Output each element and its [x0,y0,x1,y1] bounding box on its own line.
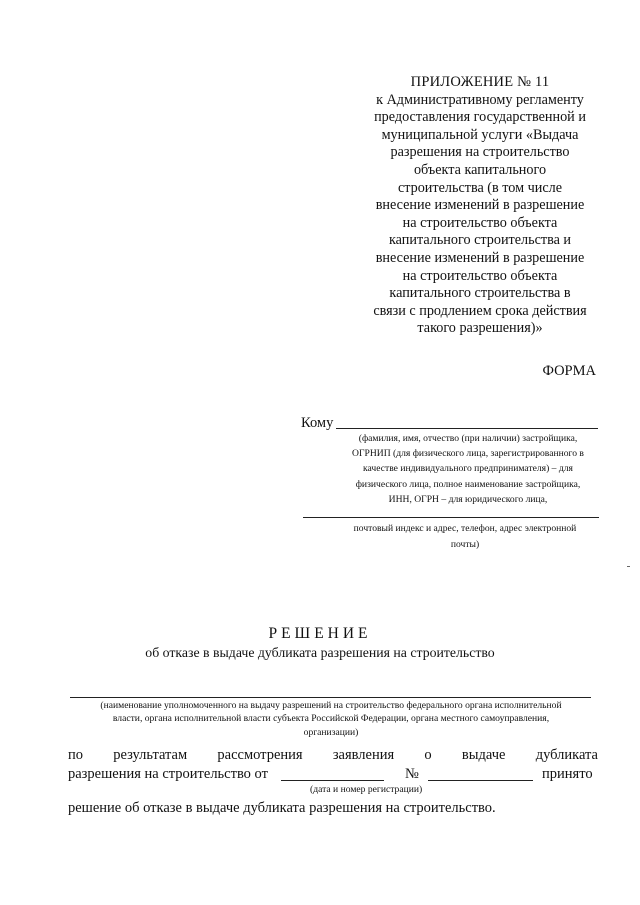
note-line: почты) [450,539,480,550]
appendix-line: к Административному регламенту [376,91,584,108]
number-sign: № [405,766,419,782]
note-line: ИНН, ОГРН – для юридического лица, [388,493,548,505]
body-word: по [68,747,84,763]
form-label: ФОРМА [542,363,596,379]
addressee-note [333,431,603,507]
body-word: выдаче [461,747,506,763]
appendix-line: строительства (в том числе [397,179,563,196]
body-word: рассмотрения [217,747,303,763]
address-note [330,521,600,553]
authority-field-line[interactable] [70,697,591,698]
note-line: организации) [303,726,359,738]
body-line-3: решение об отказе в выдаче дубликата разрешения на строительство. [68,800,496,816]
addressee-field-line[interactable] [336,428,598,429]
note-line: власти, органа исполнительной власти субъекта Российской Федерации, органа местного самоуправления, [112,713,550,725]
appendix-line: предоставления государственной и [374,109,586,126]
appendix-title: ПРИЛОЖЕНИЕ № 11 [410,74,550,90]
appendix-line: разрешения на строительство [390,144,570,161]
body-word: заявления [332,747,395,763]
body-word: результатам [113,747,188,763]
appendix-line: внесение изменений в разрешение [375,249,585,266]
note-line: (фамилия, имя, отчество (при наличии) застройщика, [358,433,578,444]
body-line-2 [68,766,598,786]
appendix-line: муниципальной услуги «Выдача [381,126,579,143]
date-number-note: (дата и номер регистрации) [310,784,423,795]
appendix-header [355,74,605,338]
body-line-2-end: принято [542,766,593,782]
decision-title: РЕШЕНИЕ [268,625,372,642]
note-line: качестве индивидуального предпринимателя) – для [363,463,573,475]
decision-subtitle: об отказе в выдаче дубликата разрешения на строительство [145,645,495,660]
date-field-line[interactable] [281,780,384,781]
body-word: дубликата [535,747,598,763]
registration-number-field-line[interactable] [428,780,533,781]
appendix-line: внесение изменений в разрешение [375,197,585,214]
appendix-line: объекта капитального [413,161,547,178]
body-word: о [424,747,432,763]
appendix-line: на строительство объекта [402,267,558,284]
body-line-2-start: разрешения на строительство от [68,766,268,782]
note-line: (наименование уполномоченного на выдачу разрешений на строительство федерального органа исполнительной [100,700,562,711]
appendix-line: связи с продлением срока действия [373,302,587,319]
addressee-label: Кому [301,415,334,431]
address-field-line[interactable] [303,517,599,518]
note-line: почтовый индекс и адрес, телефон, адрес электронной [353,523,577,534]
note-line: физического лица, полное наименование застройщика, [355,478,581,490]
note-line: ОГРНИП (для физического лица, зарегистрированного в [352,448,584,460]
appendix-line: на строительство объекта [402,214,558,231]
appendix-line: капитального строительства и [388,232,572,249]
appendix-line: такого разрешения)» [417,320,543,337]
appendix-line: капитального строительства в [389,285,571,302]
scan-edge-mark [627,566,630,567]
authority-note [66,699,596,739]
body-line-1 [68,747,598,764]
